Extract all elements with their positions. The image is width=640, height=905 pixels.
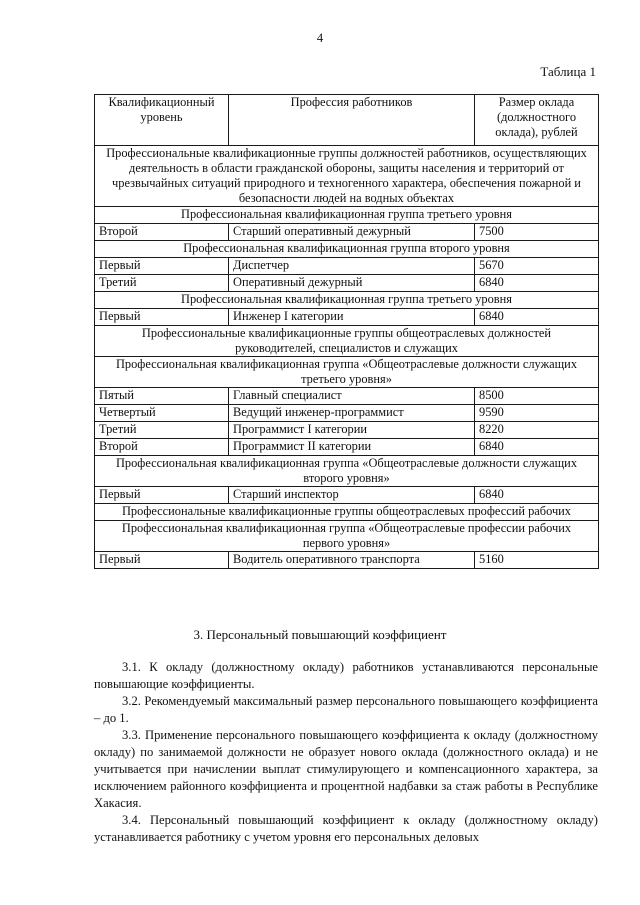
block-title-row: [95, 504, 599, 521]
cell-profession: Ведущий инженер-программист: [229, 405, 475, 422]
block-title-row: [95, 326, 599, 357]
table-row: [95, 309, 599, 326]
cell-level: Пятый: [95, 388, 229, 405]
paragraph-3-2: 3.2. Рекомендуемый максимальный размер персонального повышающего коэффициента – до 1.: [94, 694, 598, 725]
cell-level: Первый: [95, 309, 229, 326]
paragraph-3-1: 3.1. К окладу (должностному окладу) работников устанавливаются персональные повышающие коэффициенты.: [94, 660, 598, 691]
cell-profession: Старший инспектор: [229, 487, 475, 504]
page-number: 4: [316, 31, 324, 45]
cell-salary: 6840: [475, 309, 599, 326]
group2-title: Профессиональная квалификационная группа второго уровня: [95, 241, 599, 258]
cell-salary: 6840: [475, 275, 599, 292]
cell-profession: Диспетчер: [229, 258, 475, 275]
cell-salary: 8220: [475, 422, 599, 439]
block-title-row: [95, 146, 599, 207]
group3-title: Профессиональная квалификационная группа третьего уровня: [95, 292, 599, 309]
cell-salary: 7500: [475, 224, 599, 241]
cell-salary: 6840: [475, 487, 599, 504]
cell-profession: Инженер I категории: [229, 309, 475, 326]
cell-level: Второй: [95, 439, 229, 456]
cell-profession: Водитель оперативного транспорта: [229, 552, 475, 569]
cell-level: Первый: [95, 487, 229, 504]
cell-level: Первый: [95, 258, 229, 275]
group-title-row: [95, 207, 599, 224]
salary-table: [94, 94, 599, 569]
paragraph-3-3: 3.3. Применение персонального повышающего коэффициента к окладу (должностному окладу) по занимаемой должности не образует нового оклада (должностного оклада) и не учитывается при начислении выплат стимулирующего и компенсационного характера, за исключением районного коэффициента и процентной надбавки за стаж работы в Республике Хакасия.: [94, 728, 598, 810]
cell-level: Второй: [95, 224, 229, 241]
cell-profession: Оперативный дежурный: [229, 275, 475, 292]
header-profession: Профессия работников: [229, 95, 475, 146]
block2-title: Профессиональные квалификационные группы общеотраслевых должностей руководителей, специалистов и служащих: [95, 326, 599, 357]
table-row: [95, 224, 599, 241]
cell-level: Третий: [95, 275, 229, 292]
table-row: [95, 439, 599, 456]
table-row: [95, 487, 599, 504]
table-row: [95, 258, 599, 275]
group5-title: Профессиональная квалификационная группа «Общеотраслевые должности служащих второго уровня»: [95, 456, 599, 487]
paragraph-3-4: 3.4. Персональный повышающий коэффициент к окладу (должностному окладу) устанавливается работнику с учетом уровня его персональных деловых: [94, 813, 598, 844]
cell-level: Четвертый: [95, 405, 229, 422]
group1-title: Профессиональная квалификационная группа третьего уровня: [95, 207, 599, 224]
cell-profession: Программист II категории: [229, 439, 475, 456]
cell-level: Первый: [95, 552, 229, 569]
table-row: [95, 388, 599, 405]
table-row: [95, 275, 599, 292]
group-title-row: [95, 456, 599, 487]
block1-title: Профессиональные квалификационные группы должностей работников, осуществляющих деятельность в области гражданской обороны, защиты населения и территорий от чрезвычайных ситуаций природного и техногенного характера, обеспечения пожарной и безопасности людей на водных объектах: [95, 146, 599, 207]
block3-title: Профессиональные квалификационные группы общеотраслевых профессий рабочих: [95, 504, 599, 521]
cell-salary: 8500: [475, 388, 599, 405]
header-level: Квалификационный уровень: [95, 95, 229, 146]
table-row: [95, 405, 599, 422]
cell-profession: Старший оперативный дежурный: [229, 224, 475, 241]
cell-level: Третий: [95, 422, 229, 439]
table-caption: Таблица 1: [540, 64, 596, 79]
group4-title: Профессиональная квалификационная группа «Общеотраслевые должности служащих третьего уровня»: [95, 357, 599, 388]
group-title-row: [95, 241, 599, 258]
group-title-row: [95, 521, 599, 552]
table-row: [95, 552, 599, 569]
group-title-row: [95, 292, 599, 309]
cell-salary: 9590: [475, 405, 599, 422]
table-row: [95, 422, 599, 439]
cell-salary: 6840: [475, 439, 599, 456]
group6-title: Профессиональная квалификационная группа «Общеотраслевые профессии рабочих первого уровня»: [95, 521, 599, 552]
cell-profession: Программист I категории: [229, 422, 475, 439]
header-salary: Размер оклада (должностного оклада), рублей: [475, 95, 599, 146]
cell-salary: 5160: [475, 552, 599, 569]
cell-salary: 5670: [475, 258, 599, 275]
group-title-row: [95, 357, 599, 388]
section-title: 3. Персональный повышающий коэффициент: [193, 627, 447, 642]
cell-profession: Главный специалист: [229, 388, 475, 405]
table-header-row: [95, 95, 599, 146]
